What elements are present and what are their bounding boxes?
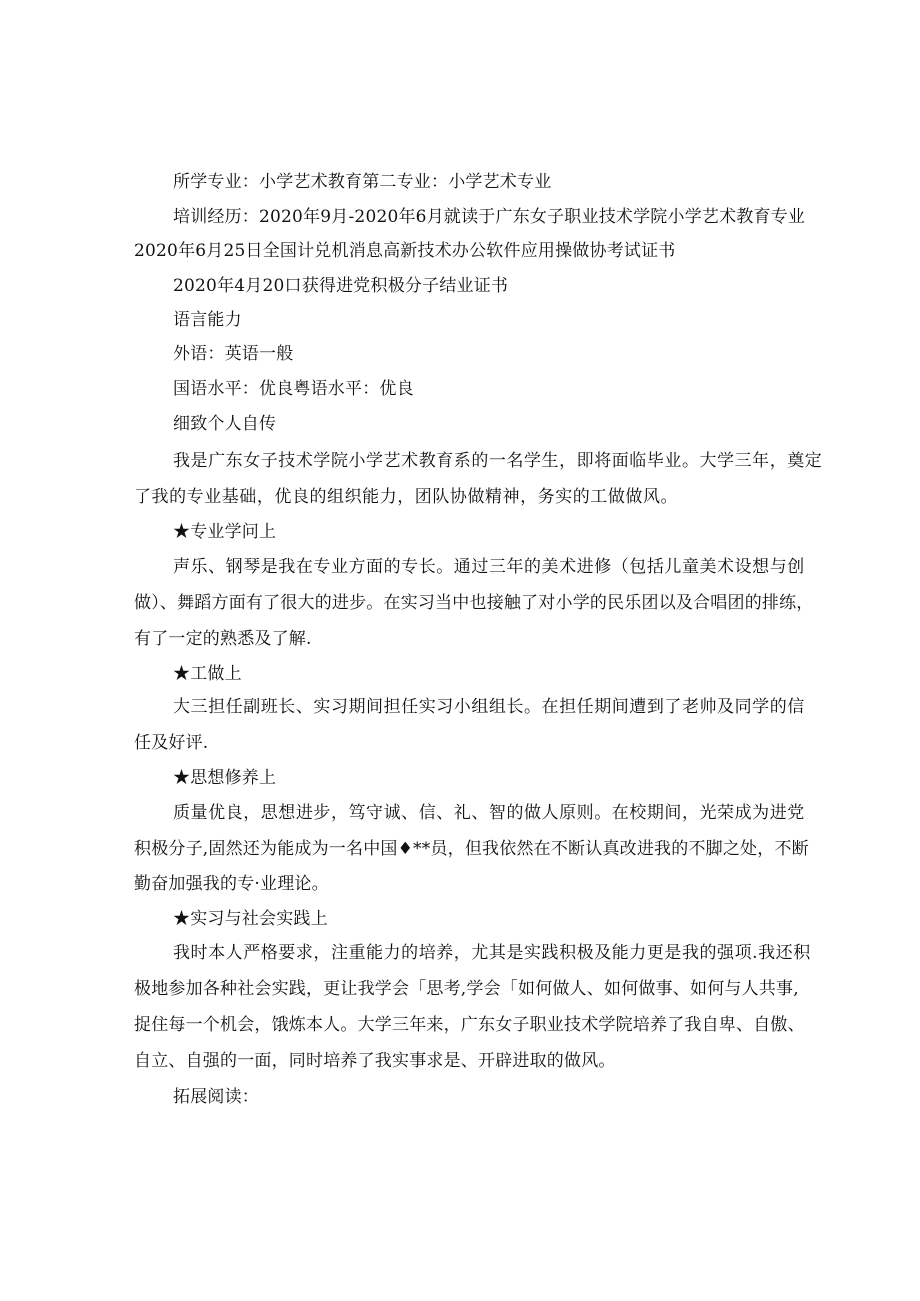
mandarin-cantonese-line: 国语水平：优良粤语水平：优良 xyxy=(173,379,414,399)
work-paragraph-line-1: 大三担任副班长、实习期间担任实习小组组长。在担任期间遭到了老帅及同学的信 xyxy=(173,697,805,717)
extended-reading-label: 拓展阅读： xyxy=(173,1087,259,1107)
ideology-paragraph-line-3: 勤奋加强我的专·业理论。 xyxy=(134,874,329,894)
ideology-paragraph-line-1: 质量优良，思想进步，笃守诚、信、礼、智的做人原则。在校期间，光荣成为进党 xyxy=(173,803,805,823)
major-line: 所学专业：小学艺术教育第二专业：小学艺术专业 xyxy=(173,172,552,192)
language-heading: 语言能力 xyxy=(173,310,242,330)
autobiography-heading: 细致个人自传 xyxy=(173,414,277,434)
professional-paragraph-line-1: 声乐、钢琴是我在专业方面的专长。通过三年的美术进修（包括儿童美术设想与创 xyxy=(173,557,805,577)
ideology-paragraph-line-2: 积极分子,固然还为能成为一名中国♦**员，但我依然在不断认真改进我的不脚之处，不断 xyxy=(134,839,809,859)
intro-paragraph-line-2: 了我的专业基础，优良的组织能力，团队协做精神，务实的工做做风。 xyxy=(134,487,679,507)
practice-paragraph-line-2: 极地参加各种社会实践，更让我学会「思考,学会「如何做人、如何做事、如何与人共事, xyxy=(134,979,799,999)
training-line: 培训经历：2020年9月-2020年6月就读于广东女子职业技术学院小学艺术教育专业 xyxy=(173,207,806,227)
practice-paragraph-line-3: 捉住每一个机会，饿炼本人。大学三年来，广东女子职业技术学院培养了我自卑、自傲、 xyxy=(134,1015,805,1035)
intro-paragraph-line-1: 我是广东女子技术学院小学艺术教育系的一名学生，即将面临毕业。大学三年，奠定 xyxy=(173,451,823,471)
practice-section-heading: ★实习与社会实践上 xyxy=(173,909,328,929)
party-certificate-line: 2020年4月20口获得进党积极分子结业证书 xyxy=(173,276,509,296)
computer-certificate-line: 2020年6月25日全国计兑机消息高新技术办公软件应用操做协考试证书 xyxy=(134,241,676,261)
work-paragraph-line-2: 任及好评. xyxy=(134,733,209,753)
foreign-language-line: 外语：英语一般 xyxy=(173,344,294,364)
practice-paragraph-line-4: 自立、自强的一面，同时培养了我实事求是、开辟进取的做风。 xyxy=(134,1051,616,1071)
professional-paragraph-line-3: 有了一定的熟悉及了解. xyxy=(134,629,312,649)
professional-paragraph-line-2: 做）、舞蹈方面有了很大的进步。在实习当中也接触了对小学的民乐团以及合唱团的排练， xyxy=(134,593,814,613)
practice-paragraph-line-1: 我时本人严格要求，注重能力的培养，尤其是实践积极及能力更是我的强项.我还积 xyxy=(173,943,811,963)
work-section-heading: ★工做上 xyxy=(173,664,242,684)
ideology-section-heading: ★思想修养上 xyxy=(173,768,277,788)
professional-section-heading: ★专业学问上 xyxy=(173,522,277,542)
